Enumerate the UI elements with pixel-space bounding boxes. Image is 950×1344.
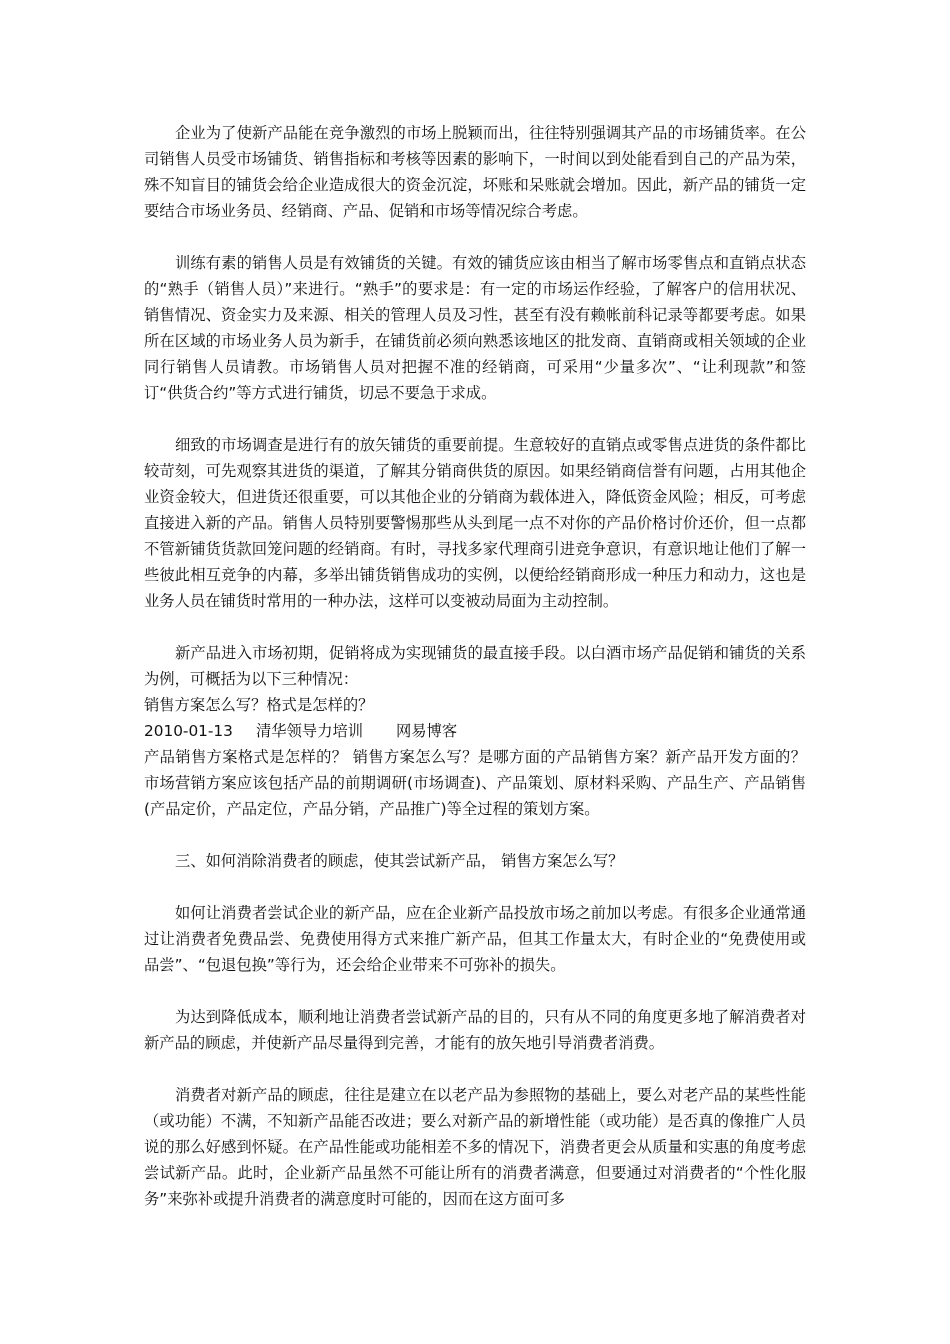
section-paragraph-3: 消费者对新产品的顾虑，往往是建立在以老产品为参照物的基础上，要么对老产品的某些性能（或功能）不满，不知新产品能否改进；要么对新产品的新增性能（或功能）是否真的像推广人员说的那么好感到怀疑。在产品性能或功能相差不多的情况下，消费者更会从质量和实惠的角度考虑尝试新产品。此时，企业新产品虽然不可能让所有的消费者满意，但要通过对消费者的“个性化服务”来弥补或提升消费者的满意度时可能的，因而在这方面可多 (144, 1086, 806, 1208)
paragraph-4: 新产品进入市场初期，促销将成为实现铺货的最直接手段。以白酒市场产品促销和铺货的关系为例，可概括为以下三种情况： (144, 644, 806, 688)
intro-paragraph: 产品销售方案格式是怎样的？ 销售方案怎么写？是哪方面的产品销售方案？新产品开发方面的？市场营销方案应该包括产品的前期调研(市场调查)、产品策划、原材料采购、产品生产、产品销售(产品定价，产品定位，产品分销，产品推广)等全过程的策划方案。 (144, 748, 806, 818)
article-meta (144, 718, 806, 744)
article-title: 销售方案怎么写？格式是怎样的？ (144, 696, 374, 714)
section-paragraph-1: 如何让消费者尝试企业的新产品，应在企业新产品投放市场之前加以考虑。有很多企业通常通过让消费者免费品尝、免费使用得方式来推广新产品，但其工作量太大，有时企业的“免费使用或品尝”、“包退包换”等行为，还会给企业带来不可弥补的损失。 (144, 904, 806, 974)
section-paragraph-2: 为达到降低成本，顺利地让消费者尝试新产品的目的，只有从不同的角度更多地了解消费者对新产品的顾虑，并使新产品尽量得到完善，才能有的放矢地引导消费者消费。 (144, 1008, 806, 1052)
section-heading: 三、如何消除消费者的顾虑，使其尝试新产品， 销售方案怎么写？ (175, 852, 624, 870)
paragraph-3: 细致的市场调查是进行有的放矢铺货的重要前提。生意较好的直销点或零售点进货的条件都比较苛刻，可先观察其进货的渠道，了解其分销商供货的原因。如果经销商信誉有问题，占用其他企业资金较大，但进货还很重要，可以其他企业的分销商为载体进入，降低资金风险；相反，可考虑直接进入新的产品。销售人员特别要警惕那些从头到尾一点不对你的产品价格讨价还价，但一点都不管新铺货货款回笼问题的经销商。有时，寻找多家代理商引进竞争意识，有意识地让他们了解一些彼此相互竞争的内幕，多举出铺货销售成功的实例，以便给经销商形成一种压力和动力，这也是业务人员在铺货时常用的一种办法，这样可以变被动局面为主动控制。 (144, 436, 806, 610)
paragraph-1: 企业为了使新产品能在竞争激烈的市场上脱颖而出，往往特别强调其产品的市场铺货率。在公司销售人员受市场铺货、销售指标和考核等因素的影响下，一时间以到处能看到自己的产品为荣，殊不知盲目的铺货会给企业造成很大的资金沉淀，坏账和呆账就会增加。因此，新产品的铺货一定要结合市场业务员、经销商、产品、促销和市场等情况综合考虑。 (144, 124, 806, 220)
article-source: 清华领导力培训 (256, 722, 364, 740)
article-date: 2010-01-13 (144, 722, 233, 740)
article-site: 网易博客 (396, 722, 458, 740)
paragraph-2: 训练有素的销售人员是有效铺货的关键。有效的铺货应该由相当了解市场零售点和直销点状态的“熟手（销售人员）”来进行。“熟手”的要求是：有一定的市场运作经验，了解客户的信用状况、销售情况、资金实力及来源、相关的管理人员及习性，甚至有没有赖帐前科记录等都要考虑。如果所在区域的市场业务人员为新手，在铺货前必须向熟悉该地区的批发商、直销商或相关领域的企业同行销售人员请教。市场销售人员对把握不准的经销商，可采用“少量多次”、“让利现款”和签订“供货合约”等方式进行铺货，切忌不要急于求成。 (144, 254, 806, 402)
document-page (144, 120, 806, 1212)
